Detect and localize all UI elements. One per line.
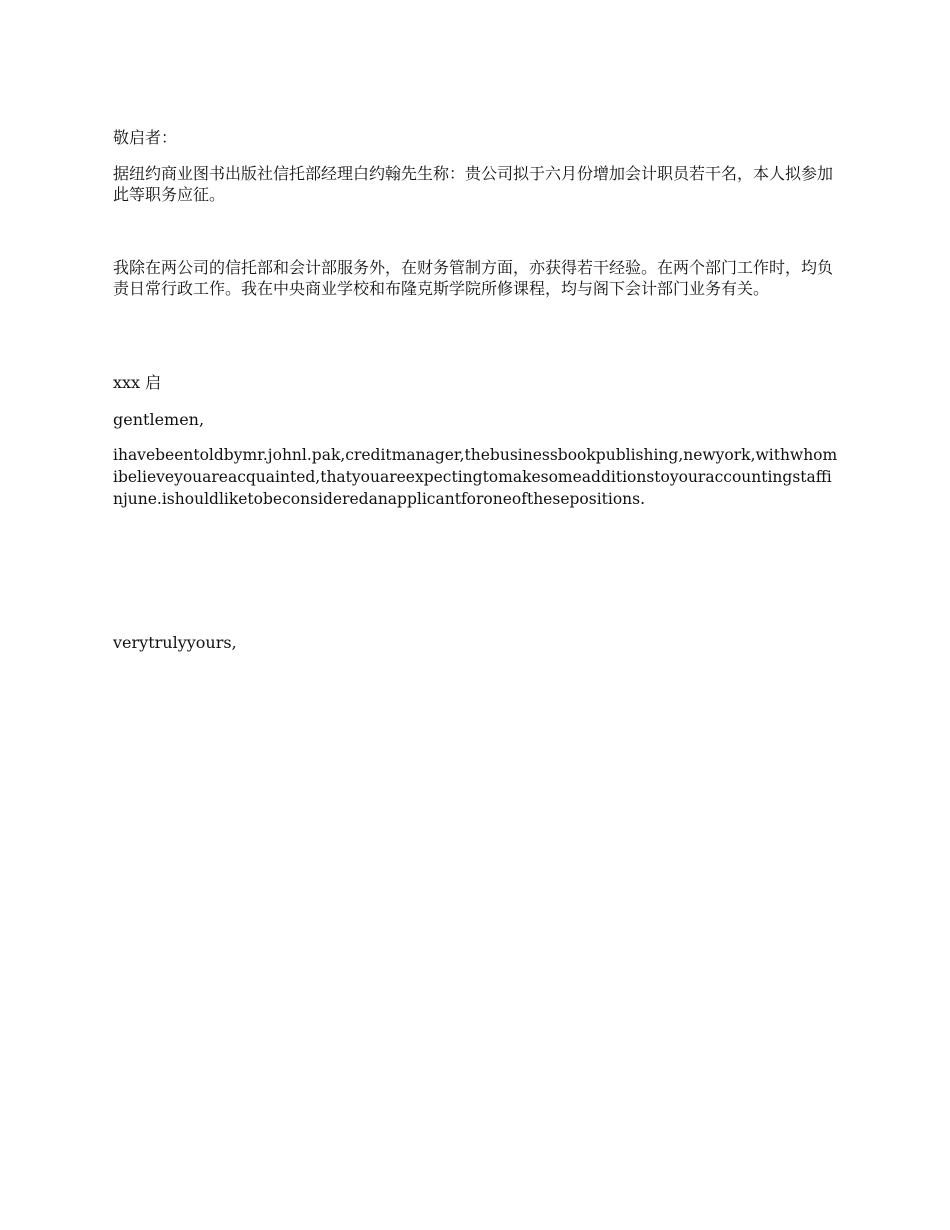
closing-english: verytrulyyours, bbox=[113, 633, 237, 652]
paragraph-chinese-2: 我除在两公司的信托部和会计部服务外，在财务管制方面，亦获得若干经验。在两个部门工作时，均负责日常行政工作。我在中央商业学校和布隆克斯学院所修课程，均与阁下会计部门业务有关。 bbox=[113, 258, 834, 298]
paragraph-english-1: ihavebeentoldbymr.johnl.pak,creditmanager,thebusinessbookpublishing,newyork,withwhomibelieveyouareacquainted,thatyouareexpectingtomakesomeadditionstoyouraccountingstaffinjune.ishouldliketobeconsideredanapplicantforoneofthesepositions. bbox=[113, 446, 838, 508]
paragraph-chinese-1: 据纽约商业图书出版社信托部经理白约翰先生称：贵公司拟于六月份增加会计职员若干名，本人拟参加此等职务应征。 bbox=[113, 164, 834, 204]
salutation-english: gentlemen, bbox=[113, 410, 205, 429]
signature-chinese: xxx 启 bbox=[113, 373, 162, 392]
salutation-chinese: 敬启者： bbox=[113, 128, 178, 147]
